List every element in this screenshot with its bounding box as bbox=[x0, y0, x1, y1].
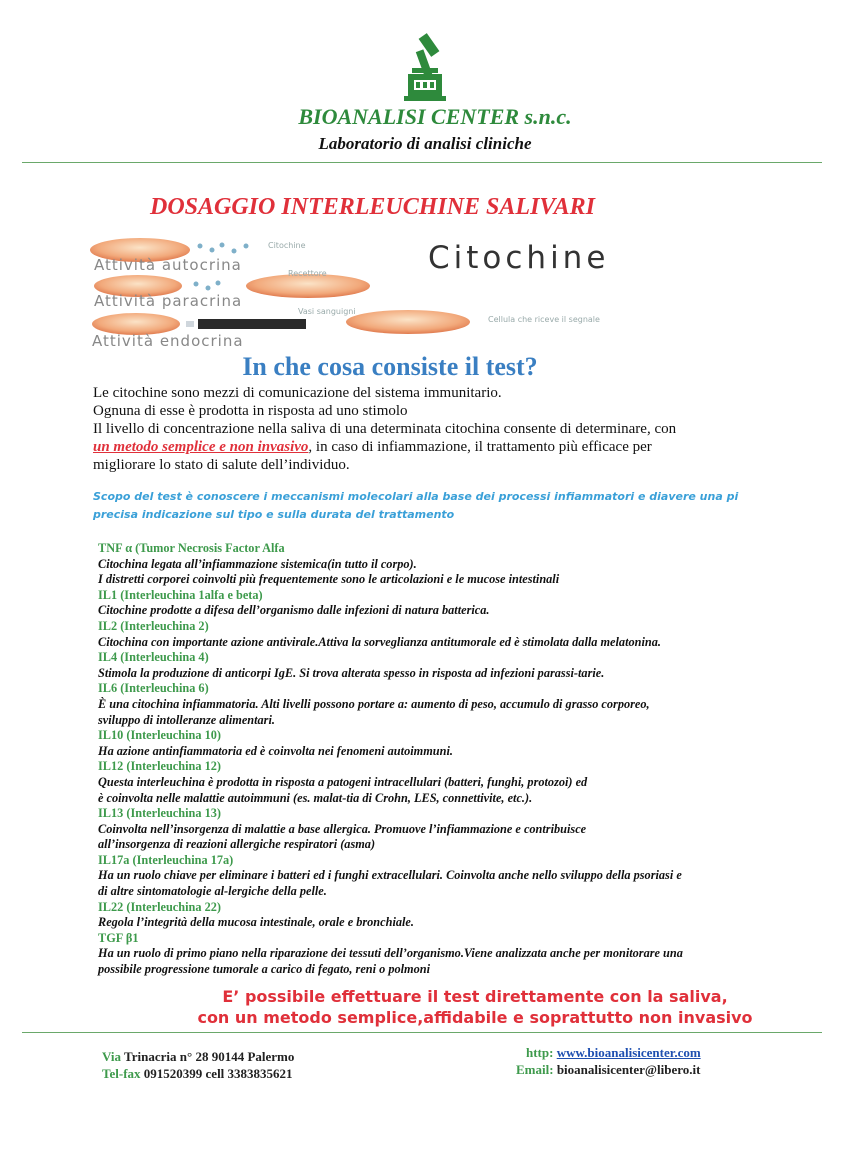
microscope-icon bbox=[394, 30, 456, 102]
footer-website bbox=[516, 1044, 701, 1061]
cytokine-description: Citochina con importante azione antivirale.Attiva la sorveglianza antitumorale ed è stimolata dalla melatonina. bbox=[98, 634, 661, 649]
intro-highlight: un metodo semplice e non invasivo bbox=[93, 439, 309, 455]
banner-label-endocrine: Attività endocrina bbox=[92, 332, 244, 350]
cytokine-description: all’insorgenza di reazioni allergiche respiratori (asma) bbox=[98, 837, 376, 852]
cytokine-name: IL2 (Interleuchina 2) bbox=[98, 618, 209, 633]
cytokine-name: IL4 (Interleuchina 4) bbox=[98, 650, 209, 665]
cytokine-name: IL17a (Interleuchina 17a) bbox=[98, 852, 234, 867]
banner-target-label: Cellula che riceve il segnale bbox=[488, 315, 600, 324]
cytokine-name: IL13 (Interleuchina 13) bbox=[98, 806, 221, 821]
footer-phone bbox=[102, 1065, 294, 1082]
scope-text: Scopo del test è conoscere i meccanismi molecolari alla base dei processi infiammatori e diavere una pi precisa indicazione sul tipo e sulla durata del trattamento bbox=[93, 490, 739, 521]
intro-line: Le citochine sono mezzi di comunicazione del sistema immunitario. bbox=[93, 385, 502, 401]
call-to-action bbox=[0, 986, 850, 1028]
cytokine-description: Citochina legata all’infiammazione sistemica(in tutto il corpo). bbox=[98, 556, 417, 571]
cytokine-description: Questa interleuchina è prodotta in risposta a patogeni intracellulari (batteri, funghi, protozoi) ed bbox=[98, 774, 588, 789]
company-name: BIOANALISI CENTER s.n.c. bbox=[298, 104, 572, 129]
cytokine-description: di altre sintomatologie al-lergiche della pelle. bbox=[98, 884, 327, 899]
document-title: DOSAGGIO INTERLEUCHINE SALIVARI bbox=[150, 194, 595, 220]
cytokine-description: Stimola la produzione di anticorpi IgE. Si trova alterata spesso in risposta ad infezioni parassi-tarie. bbox=[98, 665, 605, 680]
blood-vessel bbox=[198, 319, 306, 329]
cytokine-banner bbox=[88, 236, 778, 356]
email-link[interactable]: bioanalisicenter@libero.it bbox=[556, 1062, 701, 1077]
banner-note-3: Vasi sanguigni bbox=[298, 307, 356, 316]
email-label: Email: bbox=[516, 1062, 554, 1077]
cytokine-name: IL6 (Interleuchina 6) bbox=[98, 681, 209, 696]
intro-line-rest: , in caso di infiammazione, il trattamento più efficace per bbox=[308, 439, 652, 455]
cytokine-description: Ha un ruolo chiave per eliminare i batteri ed i funghi extracellulari. Coinvolta anche nello sviluppo della psoriasi e bbox=[98, 868, 682, 883]
address-label: Via bbox=[102, 1049, 122, 1064]
cytokine-description: Citochine prodotte a difesa dell’organismo dalle infezioni di natura batterica. bbox=[98, 603, 490, 618]
cytokine-name: TGF β1 bbox=[98, 930, 139, 945]
cytokine-description: è coinvolta nelle malattie autoimmuni (es. malat-tia di Crohn, LES, connettivite, etc.). bbox=[98, 790, 533, 805]
header-divider bbox=[22, 162, 822, 163]
banner-note-2: Recettore bbox=[288, 269, 327, 278]
footer-contacts bbox=[102, 1048, 294, 1082]
cytokine-description: Ha azione antinfiammatoria ed è coinvolta nei fenomeni autoimmuni. bbox=[98, 743, 453, 758]
cta-line: con un metodo semplice,affidabile e soprattutto non invasivo bbox=[197, 1008, 753, 1027]
cytokine-description: I distretti corporei coinvolti più frequentemente sono le articolazioni e le mucose intestinali bbox=[98, 572, 560, 587]
banner-note-1: Citochine bbox=[268, 241, 306, 250]
intro-line: Ognuna di esse è prodotta in risposta ad uno stimolo bbox=[93, 403, 408, 419]
web-label: http: bbox=[526, 1045, 554, 1060]
cta-line: E’ possibile effettuare il test direttamente con la saliva, bbox=[222, 987, 728, 1006]
cytokine-name: TNF α (Tumor Necrosis Factor Alfa bbox=[98, 541, 285, 555]
intro-line: Il livello di concentrazione nella saliva di una determinata citochina consente di determinare, con bbox=[93, 421, 677, 437]
cytokine-name: IL12 (Interleuchina 12) bbox=[98, 759, 221, 774]
footer-divider bbox=[22, 1032, 822, 1033]
company-subtitle: Laboratorio di analisi cliniche bbox=[318, 134, 532, 153]
intro-text bbox=[93, 384, 793, 474]
website-link[interactable]: www.bioanalisicenter.com bbox=[556, 1045, 701, 1060]
phone-label: Tel-fax bbox=[102, 1066, 141, 1081]
cytokine-description: Regola l’integrità della mucosa intestinale, orale e bronchiale. bbox=[98, 915, 414, 930]
cell-endocrine-2 bbox=[346, 310, 470, 334]
cytokine-name: IL10 (Interleuchina 10) bbox=[98, 728, 221, 743]
cytokine-name: IL1 (Interleuchina 1alfa e beta) bbox=[98, 587, 263, 602]
banner-label-paracrine: Attività paracrina bbox=[94, 292, 243, 310]
banner-label-autocrine: Attività autocrina bbox=[94, 256, 242, 274]
footer-web bbox=[516, 1044, 701, 1078]
address-value: Trinacria n° 28 90144 Palermo bbox=[124, 1049, 295, 1064]
cytokine-name: IL22 (Interleuchina 22) bbox=[98, 899, 221, 914]
cytokine-description: possibile progressione tumorale a carico di fegato, reni o polmoni bbox=[98, 962, 431, 977]
footer-address bbox=[102, 1048, 294, 1065]
phone-value: 091520399 cell 3383835621 bbox=[143, 1066, 293, 1081]
intro-line bbox=[93, 438, 793, 456]
cytokine-description: Coinvolta nell’insorgenza di malattie a base allergica. Promuove l’infiammazione e contribuisce bbox=[98, 821, 587, 836]
cytokine-description: Ha un ruolo di primo piano nella riparazione dei tessuti dell’organismo.Viene analizzata anche per monitorare una bbox=[98, 946, 683, 961]
cytokine-list bbox=[98, 541, 798, 978]
cytokine-description: sviluppo di intolleranze alimentari. bbox=[98, 712, 275, 727]
footer-email bbox=[516, 1061, 701, 1078]
intro-line: migliorare lo stato di salute dell’individuo. bbox=[93, 457, 350, 473]
banner-heading: Citochine bbox=[428, 240, 610, 276]
cytokine-description: È una citochina infiammatoria. Alti livelli possono portare a: aumento di peso, accumulo di grasso corporeo, bbox=[98, 696, 650, 711]
section-question: In che cosa consiste il test? bbox=[242, 352, 538, 381]
